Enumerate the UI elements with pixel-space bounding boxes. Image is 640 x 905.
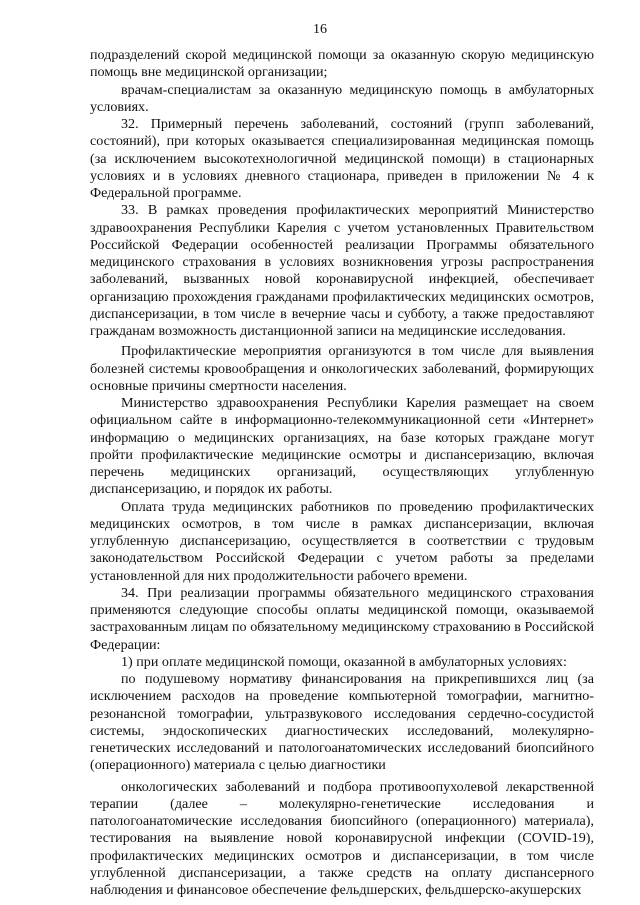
paragraph-oncology: онкологических заболеваний и подбора противоопухолевой лекарственной терапии (далее – молекулярно-генетические исследования и патологоанатомические исследования биопсийного (операционного) материала), тестирования на выявление новой коронавирусной инфекции (COVID-19), профилактических медицинских осмотров и диспансеризации, в том числе углубленной диспансеризации, а также средств на оплату диспансерного наблюдения и финансовое обеспечение фельдшерских, фельдшерско-акушерских xyxy=(90,778,594,898)
paragraph-remuneration: Оплата труда медицинских работников по проведению профилактических медицинских осмотров, в том числе в рамках диспансеризации, включая углубленную диспансеризацию, осуществляется в соответствии с трудовым законодательством Российской Федерации с учетом работы за пределами установленной для них продолжительности рабочего времени. xyxy=(90,498,594,584)
paragraph-specialists: врачам-специалистам за оказанную медицинскую помощь в амбулаторных условиях. xyxy=(90,81,594,115)
paragraph-per-capita: по подушевому нормативу финансирования на прикрепившихся лиц (за исключением расходов на проведение компьютерной томографии, магнитно-резонансной томографии, ультразвукового исследования сердечно-сосудистой системы, эндоскопических диагностических исследований, молекулярно-генетических исследований и патологоанатомических исследований биопсийного (операционного) материала с целью диагностики xyxy=(90,671,594,774)
paragraph-ministry-website: Министерство здравоохранения Республики Карелия размещает на своем официальном сайте в информационно-телекоммуникационной сети «Интернет» информацию о медицинских организациях, на базе которых граждане могут пройти профилактические медицинские осмотры и диспансеризацию, включая перечень медицинских организаций, осуществляющих углубленную диспансеризацию, и порядок их работы. xyxy=(90,395,594,498)
document-body xyxy=(90,47,594,899)
page-number: 16 xyxy=(313,22,327,37)
paragraph-33: 33. В рамках проведения профилактических мероприятий Министерство здравоохранения Республики Карелия с учетом установленных Правительством Российской Федерации особенностей реализации Программы обязательного медицинского страхования в условиях возникновения угрозы распространения заболеваний, вызванных новой коронавирусной инфекцией, обеспечивает организацию прохождения гражданами профилактических медицинских осмотров, диспансеризации, в том числе в вечерние часы и субботу, а также предоставляют гражданам возможность дистанционной записи на медицинские исследования. xyxy=(90,202,594,339)
paragraph-34: 34. При реализации программы обязательного медицинского страхования применяются следующие способы оплаты медицинской помощи, оказываемой застрахованным лицам по обязательному медицинскому страхованию в Российской Федерации: xyxy=(90,584,594,653)
paragraph-32: 32. Примерный перечень заболеваний, состояний (групп заболеваний, состояний), при которых оказывается специализированная медицинская помощь (за исключением высокотехнологичной медицинской помощи) в стационарных условиях и в условиях дневного стационара, приведен в приложении № 4 к Федеральной программе. xyxy=(90,116,594,201)
paragraph-outpatient-payment: 1) при оплате медицинской помощи, оказанной в амбулаторных условиях: xyxy=(121,653,567,670)
paragraph-continuation: подразделений скорой медицинской помощи за оказанную скорую медицинскую помощь вне медицинской организации; xyxy=(90,47,594,81)
paragraph-preventive-measures: Профилактические мероприятия организуются в том числе для выявления болезней системы кровообращения и онкологических заболеваний, формирующих основные причины смертности населения. xyxy=(90,343,594,394)
